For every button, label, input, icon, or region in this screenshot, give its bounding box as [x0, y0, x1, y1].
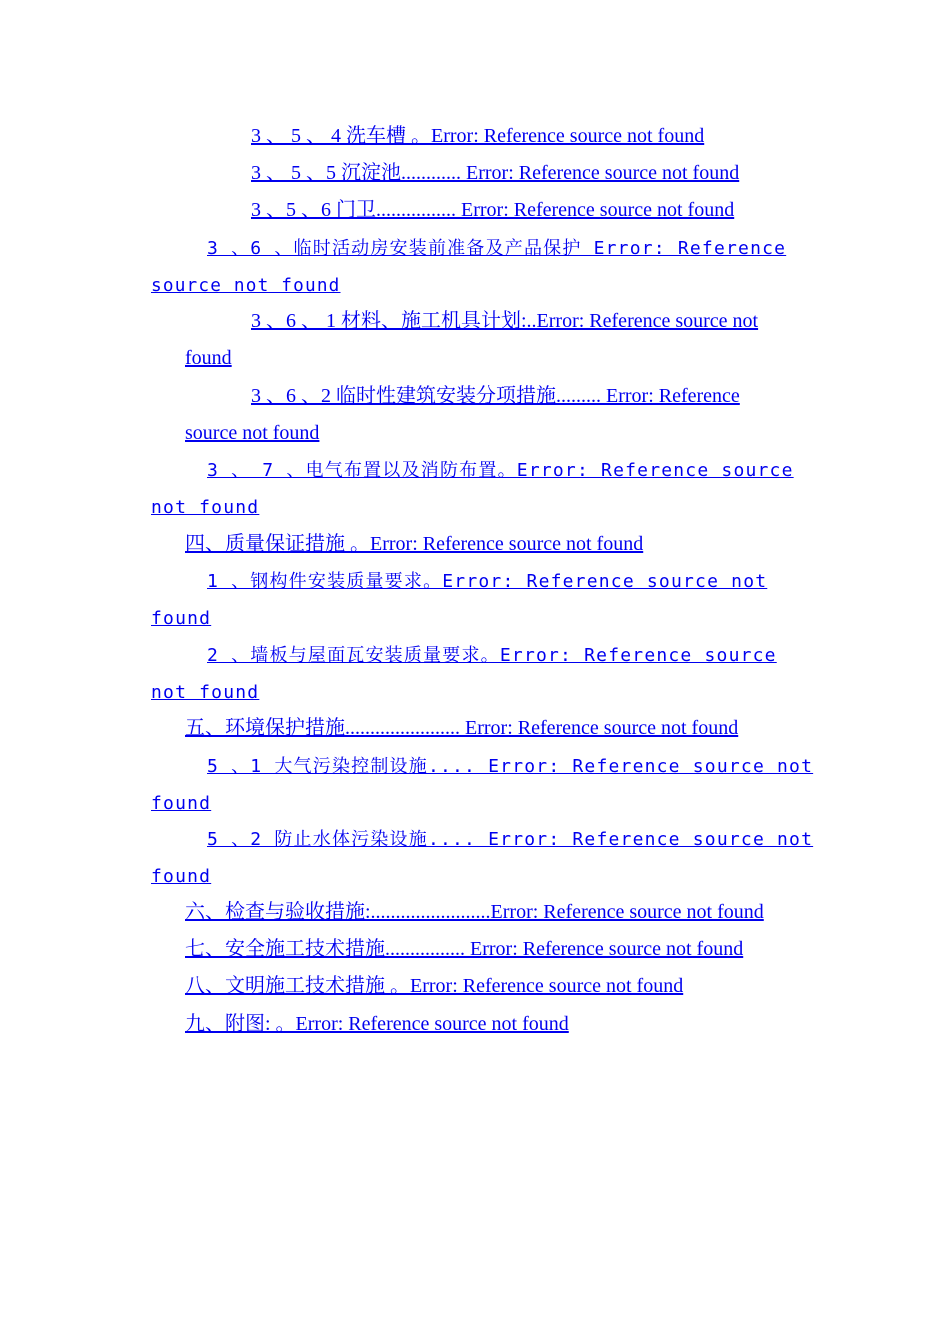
- toc-link-3-5-4[interactable]: 3 、 5 、 4 洗车槽 。Error: Reference source not found: [251, 125, 705, 147]
- toc-link-3-6-2-continued[interactable]: source not found: [185, 422, 320, 444]
- toc-link-3-5-5[interactable]: 3 、 5 、5 沉淀池............ Error: Reference source not found: [251, 162, 740, 184]
- toc-link-3-6-continued[interactable]: source not found: [151, 275, 341, 296]
- toc-link-5-1[interactable]: 5 、1 大气污染控制设施.... Error: Reference source not: [207, 756, 814, 777]
- toc-link-5-2[interactable]: 5 、2 防止水体污染设施.... Error: Reference source not: [207, 829, 814, 850]
- toc-link-4-2[interactable]: 2 、墙板与屋面瓦安装质量要求。Error: Reference source: [207, 645, 777, 666]
- toc-link-section-9[interactable]: 九、附图: 。Error: Reference source not found: [185, 1013, 569, 1035]
- toc-link-4-2-continued[interactable]: not found: [151, 682, 260, 703]
- toc-link-section-7[interactable]: 七、安全施工技术措施................ Error: Reference source not found: [185, 938, 744, 960]
- toc-link-5-2-continued[interactable]: found: [151, 866, 212, 887]
- toc-link-3-6-2[interactable]: 3 、6 、2 临时性建筑安装分项措施......... Error: Reference: [251, 385, 740, 407]
- toc-link-5-1-continued[interactable]: found: [151, 793, 212, 814]
- toc-link-section-6[interactable]: 六、检查与验收措施:........................Error: Reference source not found: [185, 901, 764, 923]
- toc-link-3-7-continued[interactable]: not found: [151, 497, 260, 518]
- toc-link-3-6-1-continued[interactable]: found: [185, 347, 232, 369]
- toc-link-section-5[interactable]: 五、环境保护措施....................... Error: Reference source not found: [185, 717, 739, 739]
- toc-link-section-8[interactable]: 八、文明施工技术措施 。Error: Reference source not found: [185, 975, 684, 997]
- toc-link-4-1-continued[interactable]: found: [151, 608, 212, 629]
- toc-link-3-6[interactable]: 3 、6 、临时活动房安装前准备及产品保护 Error: Reference: [207, 238, 787, 259]
- toc-link-3-7[interactable]: 3 、 7 、电气布置以及消防布置。Error: Reference source: [207, 460, 794, 481]
- toc-link-section-4[interactable]: 四、质量保证措施 。Error: Reference source not found: [185, 533, 644, 555]
- toc-link-3-6-1[interactable]: 3 、6 、 1 材料、施工机具计划:..Error: Reference source not: [251, 310, 759, 332]
- toc-link-4-1[interactable]: 1 、钢构件安装质量要求。Error: Reference source not: [207, 571, 768, 592]
- toc-link-3-5-6[interactable]: 3 、5 、6 门卫................ Error: Reference source not found: [251, 199, 735, 221]
